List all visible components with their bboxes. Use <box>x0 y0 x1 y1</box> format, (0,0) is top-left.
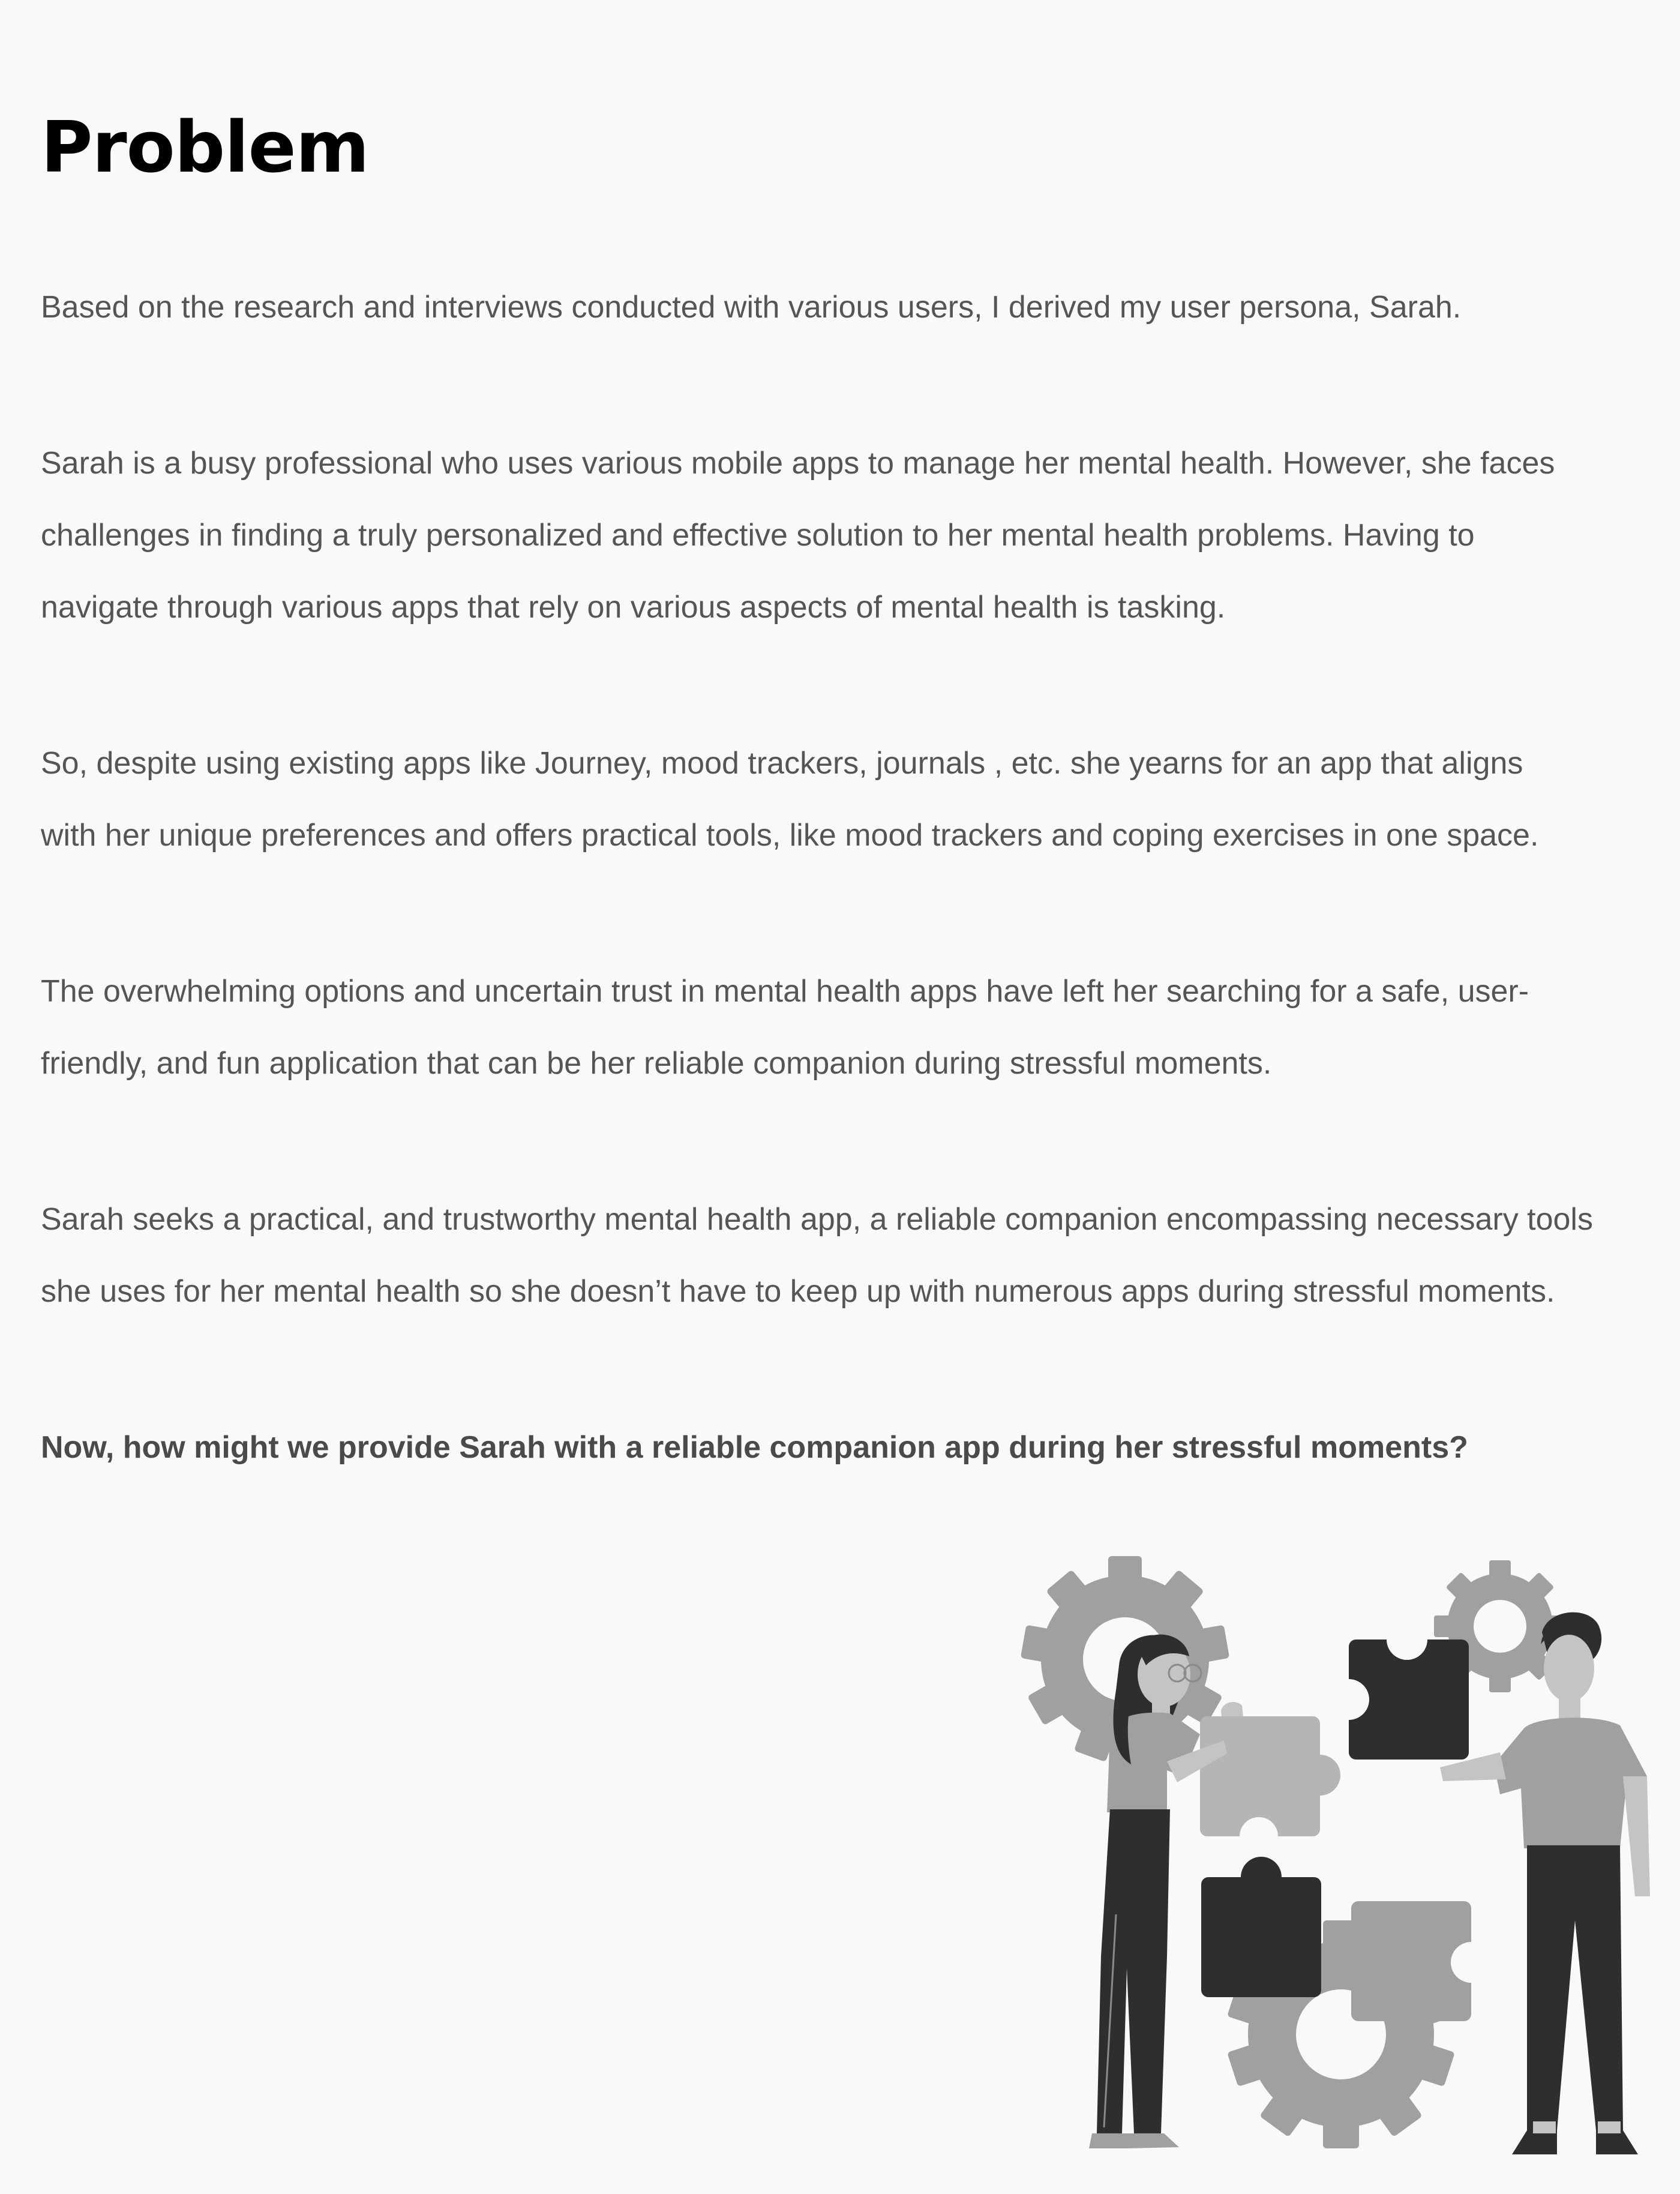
page-title: Problem <box>41 106 369 188</box>
paragraph-line: friendly, and fun application that can be her reliable companion during stressful moments. <box>41 1046 1272 1081</box>
paragraph-line: Based on the research and interviews conducted with various users, I derived my user persona, Sarah. <box>41 290 1462 325</box>
paragraph-line: Sarah is a busy professional who uses various mobile apps to manage her mental health. However, she faces <box>41 446 1555 481</box>
paragraph-intro <box>41 271 1673 343</box>
paragraph-line: with her unique preferences and offers practical tools, like mood trackers and coping exercises in one space. <box>41 818 1539 853</box>
puzzle-piece-icon <box>1200 1716 1340 1856</box>
paragraph-line: The overwhelming options and uncertain trust in mental health apps have left her searching for a safe, user- <box>41 974 1529 1009</box>
puzzle-piece-icon <box>1201 1857 1321 1997</box>
man-figure <box>1440 1612 1650 2154</box>
how-might-we-question: Now, how might we provide Sarah with a reliable companion app during her stressful moments? <box>41 1430 1468 1465</box>
puzzle-piece-icon <box>1351 1901 1492 2021</box>
paragraph-line: challenges in finding a truly personalized and effective solution to her mental health problems. Having to <box>41 518 1475 553</box>
paragraph-overwhelming <box>41 955 1673 1099</box>
paragraph-line: So, despite using existing apps like Journey, mood trackers, journals , etc. she yearns for an app that aligns <box>41 746 1523 781</box>
paragraph-line: navigate through various apps that rely on various aspects of mental health is tasking. <box>41 590 1226 625</box>
paragraph-line: Sarah seeks a practical, and trustworthy mental health app, a reliable companion encompassing necessary tools <box>41 1202 1593 1237</box>
paragraph-existing-apps <box>41 727 1673 871</box>
puzzle-piece-icon <box>1328 1619 1469 1760</box>
paragraph-line: she uses for her mental health so she doesn’t have to keep up with numerous apps during stressful moments. <box>41 1274 1555 1309</box>
puzzle-teamwork-illustration <box>1020 1536 1680 2194</box>
paragraph-needs <box>41 1183 1673 1327</box>
paragraph-persona <box>41 427 1673 643</box>
